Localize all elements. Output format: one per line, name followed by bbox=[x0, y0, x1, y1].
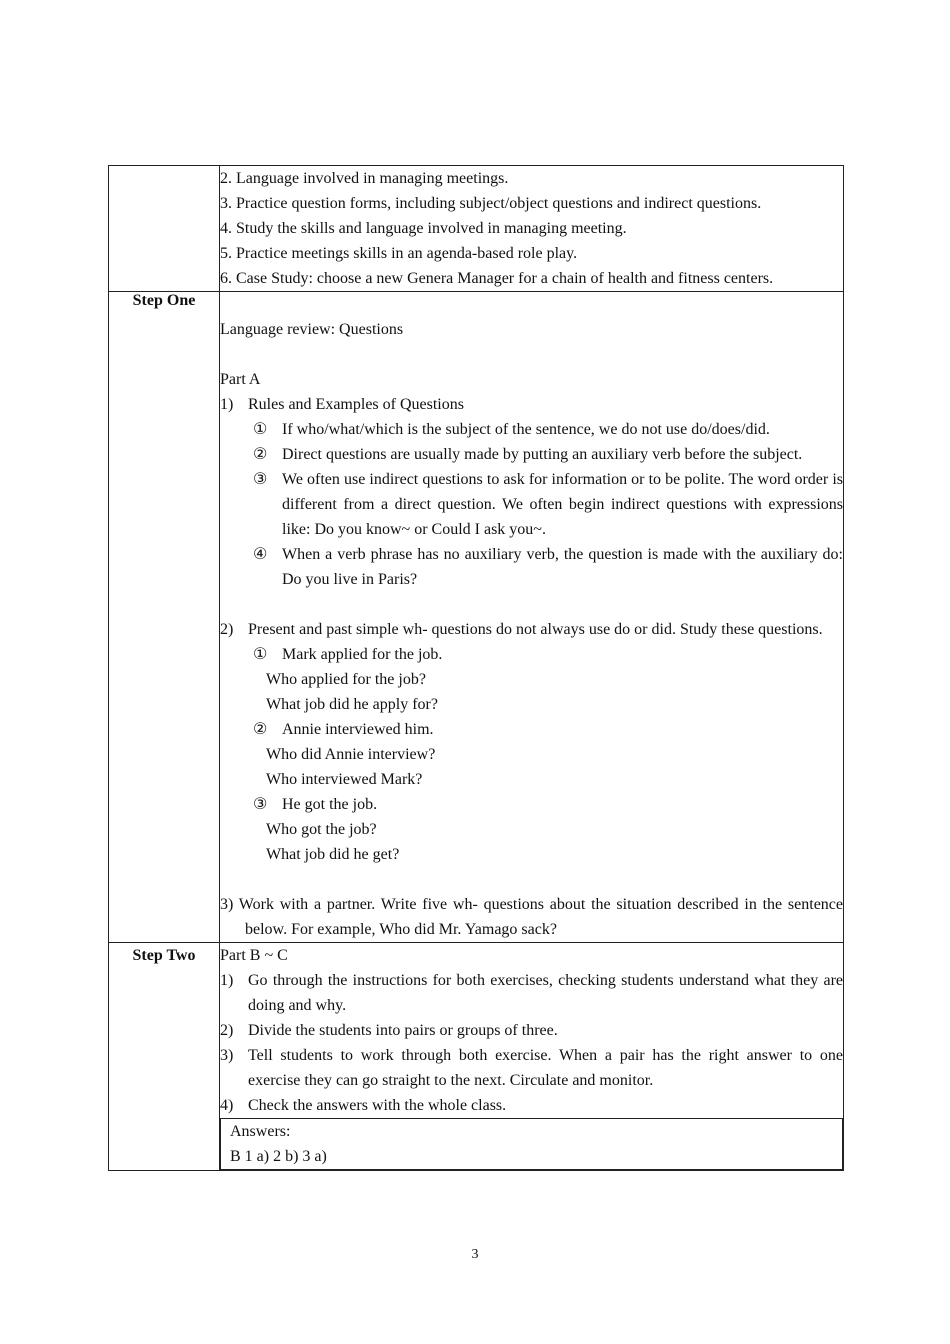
item-number: 3) bbox=[220, 1047, 234, 1064]
rule-item bbox=[220, 467, 843, 542]
numbered-item bbox=[220, 392, 843, 417]
numbered-item bbox=[220, 617, 843, 642]
objective-line: 3. Practice question forms, including subject/object questions and indirect questions. bbox=[220, 195, 762, 212]
circled-number: ③ bbox=[253, 796, 268, 813]
task-instruction: 3) Work with a partner. Write five wh- questions about the situation described in the sentence below. For example, Who did Mr. Yamago sack? bbox=[220, 896, 843, 938]
item-text: Go through the instructions for both exercises, checking students understand what they are doing and why. bbox=[248, 972, 843, 1014]
example-sentence bbox=[220, 717, 843, 742]
rule-item bbox=[220, 442, 843, 467]
step-two-label: Step Two bbox=[109, 943, 220, 1171]
objective-line: 6. Case Study: choose a new Genera Manager for a chain of health and fitness centers. bbox=[220, 270, 774, 287]
item-text: Check the answers with the whole class. bbox=[248, 1097, 507, 1114]
answers-line: B 1 a) 2 b) 3 a) bbox=[230, 1148, 327, 1165]
rule-item bbox=[220, 417, 843, 442]
item-text: Rules and Examples of Questions bbox=[248, 396, 464, 413]
rule-text: We often use indirect questions to ask for information or to be polite. The word order is different from a direct question. We often begin indirect questions with expressions like: Do you know~ or Could I ask you~. bbox=[282, 471, 843, 538]
step-one-content bbox=[220, 292, 844, 943]
example-question: Who got the job? bbox=[266, 821, 377, 838]
step-one-label: Step One bbox=[109, 292, 220, 943]
objective-line: 2. Language involved in managing meetings. bbox=[220, 170, 509, 187]
example-sentence bbox=[220, 642, 843, 667]
example-question: Who did Annie interview? bbox=[266, 746, 436, 763]
lesson-plan-table bbox=[108, 165, 844, 1171]
objective-line: 4. Study the skills and language involved in managing meeting. bbox=[220, 220, 627, 237]
example-sentence bbox=[220, 792, 843, 817]
item-number: 4) bbox=[220, 1097, 234, 1114]
step-two-content bbox=[220, 943, 844, 1171]
item-number: 1) bbox=[220, 396, 234, 413]
example-text: Mark applied for the job. bbox=[282, 646, 443, 663]
item-text: Present and past simple wh- questions do not always use do or did. Study these questions. bbox=[248, 621, 823, 638]
circled-number: ① bbox=[253, 421, 268, 438]
circled-number: ④ bbox=[253, 546, 268, 563]
item-number: 1) bbox=[220, 972, 234, 989]
example-question: Who interviewed Mark? bbox=[266, 771, 423, 788]
item-number: 2) bbox=[220, 621, 234, 638]
objectives-row bbox=[109, 166, 844, 292]
objectives-label-cell bbox=[109, 166, 220, 292]
objective-line: 5. Practice meetings skills in an agenda-based role play. bbox=[220, 245, 578, 262]
item-number: 2) bbox=[220, 1022, 234, 1039]
part-label: Part A bbox=[220, 371, 261, 388]
rule-text: Direct questions are usually made by putting an auxiliary verb before the subject. bbox=[282, 446, 803, 463]
part-label: Part B ~ C bbox=[220, 947, 288, 964]
answers-title: Answers: bbox=[230, 1123, 291, 1140]
example-question: Who applied for the job? bbox=[266, 671, 426, 688]
section-heading: Language review: Questions bbox=[220, 321, 404, 338]
example-question: What job did he get? bbox=[266, 846, 400, 863]
rule-item bbox=[220, 542, 843, 592]
example-text: Annie interviewed him. bbox=[282, 721, 434, 738]
circled-number: ② bbox=[253, 446, 268, 463]
numbered-item bbox=[220, 1093, 843, 1118]
item-text: Divide the students into pairs or groups of three. bbox=[248, 1022, 558, 1039]
step-two-row bbox=[109, 943, 844, 1171]
item-text: Tell students to work through both exercise. When a pair has the right answer to one exercise they can go straight to the next. Circulate and monitor. bbox=[248, 1047, 843, 1089]
circled-number: ② bbox=[253, 721, 268, 738]
circled-number: ③ bbox=[253, 471, 268, 488]
numbered-item bbox=[220, 1018, 843, 1043]
page-number: 3 bbox=[471, 1247, 479, 1262]
circled-number: ① bbox=[253, 646, 268, 663]
answers-box bbox=[220, 1118, 843, 1170]
numbered-item bbox=[220, 1043, 843, 1093]
example-text: He got the job. bbox=[282, 796, 378, 813]
rule-text: If who/what/which is the subject of the sentence, we do not use do/does/did. bbox=[282, 421, 770, 438]
objectives-content bbox=[220, 166, 844, 292]
numbered-item bbox=[220, 968, 843, 1018]
rule-text: When a verb phrase has no auxiliary verb, the question is made with the auxiliary do: Do you live in Paris? bbox=[282, 546, 843, 588]
step-one-row bbox=[109, 292, 844, 943]
example-question: What job did he apply for? bbox=[266, 696, 438, 713]
